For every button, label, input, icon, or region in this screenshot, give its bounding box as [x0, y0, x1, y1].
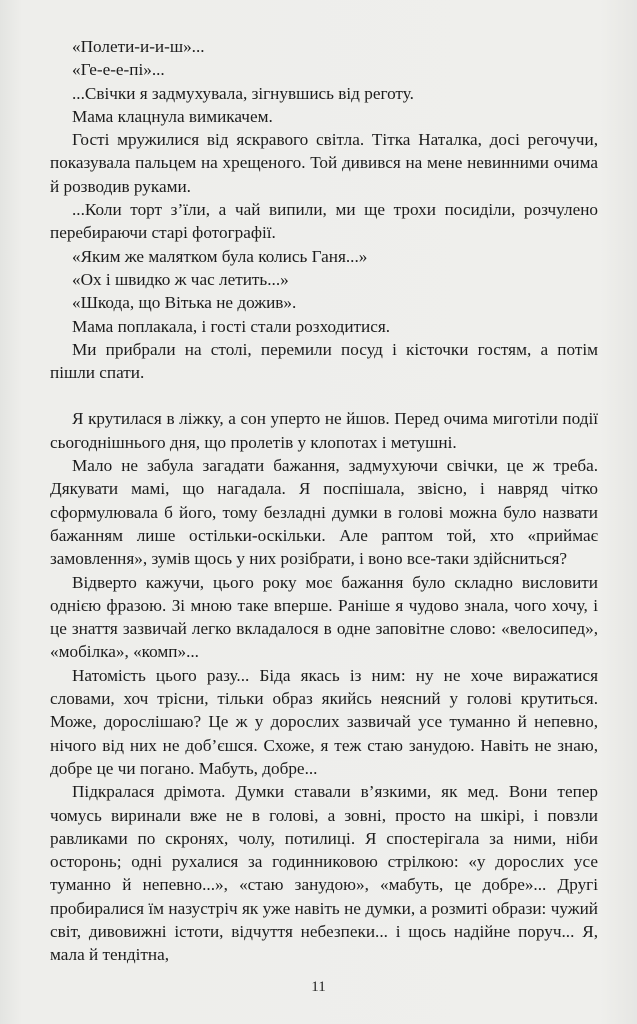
paragraph: Відверто кажучи, цього року моє бажання було складно висловити однією фразою. Зі мною таке вперше. Раніше я чудово знала, чого хочу, і це знаття зазвичай легко вкладалося в одне заповітне слово: «велосипед», «мобілка», «комп»...	[50, 572, 598, 662]
paragraph: «Шкода, що Вітька не дожив».	[72, 293, 297, 313]
paragraph: Ми прибрали на столі, перемили посуд і кісточки гостям, а потім пішли спати.	[50, 339, 598, 383]
paragraph: «Яким же малятком була колись Ганя...»	[72, 246, 368, 266]
paragraph: Мало не забула загадати бажання, задмухуючи свічки, це ж треба. Дякувати мамі, що нагадала. Я поспішала, звісно, і навряд чітко сформулювала б його, тому безладні думки в голові можна було назвати бажанням лише остільки-оскільки. Але раптом той, хто «приймає замовлення», зумів щось у них розібрати, і воно все-таки здійсниться?	[50, 456, 598, 569]
paragraph: Гості мружилися від яскравого світла. Тітка Наталка, досі регочучи, показувала пальцем на хрещеного. Той дивився на мене невинними очима й розводив руками.	[50, 130, 598, 196]
paragraph: «Ге-е-е-пі»...	[72, 60, 165, 80]
paragraph: Мама поплакала, і гості стали розходитися.	[72, 316, 391, 336]
paragraph: «Ох і швидко ж час летить...»	[72, 269, 289, 289]
paragraph: «Полети-и-и-ш»...	[72, 37, 205, 56]
paragraph: Підкралася дрімота. Думки ставали в’язкими, як мед. Вони тепер чомусь виринали вже не в голові, а зовні, просто на шкірі, і повзли равликами по скронях, чолу, потилиці. Я спостерігала за ними, ніби осторонь; одні рухалися за годинниковою стрілкою: «у дорослих усе туманно й непевно...», «стаю занудою», «мабуть, це добре»... Другі пробиралися їм назустріч як уже навіть не думки, а розмиті образи: чужий світ, дивовижні істоти, відчуття небезпеки... і щось надійне поруч... Я, мала й тендітна,	[50, 782, 598, 965]
paragraph: ...Свічки я задмухувала, зігнувшись від реготу.	[72, 83, 414, 103]
body-text	[50, 35, 598, 967]
paragraph: Мама клацнула вимикачем.	[72, 106, 273, 126]
paragraph: Я крутилася в ліжку, а сон уперто не йшов. Перед очима миготіли події сьогоднішнього дня, що пролетів у клопотах і метушні.	[50, 409, 598, 452]
section-break	[50, 384, 598, 407]
page-number: 11	[311, 979, 326, 995]
paragraph: ...Коли торт з’їли, а чай випили, ми ще трохи посиділи, розчулено перебираючи старі фотографії.	[50, 200, 598, 243]
paragraph: Натомість цього разу... Біда якась із ним: ну не хоче виражатися словами, хоч трісни, тільки образ якийсь неясний у голові крутиться. Може, дорослішаю? Це ж у дорослих зазвичай усе туманно й непевно, нічого від них не доб’єшся. Схоже, я теж стаю занудою. Навіть не знаю, добре це чи погано. Мабуть, добре...	[50, 665, 598, 778]
